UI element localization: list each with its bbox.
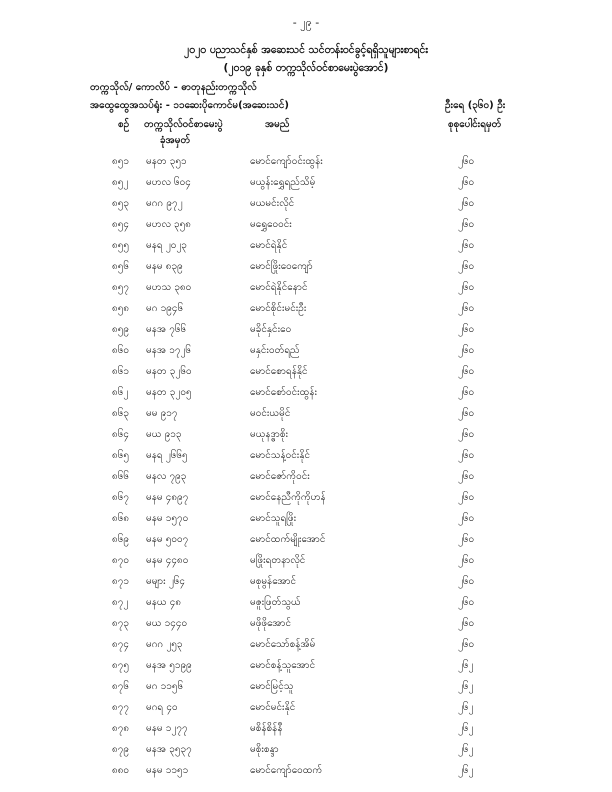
- total-mark: ၂၆၀: [458, 177, 475, 188]
- headcount-label: ဦးရေ (၃၆၀) ဦး: [445, 100, 506, 111]
- roll-number: မနအ ၁၇၂၆: [146, 345, 192, 356]
- row-number: ၈၅၉: [112, 324, 129, 335]
- row-number: ၈၇၁: [112, 576, 129, 587]
- roll-number: မဂရ ၄၀: [146, 702, 178, 713]
- total-mark: ၂၆၀: [458, 387, 475, 398]
- roll-number: မနရ ၂၀၂၃: [146, 240, 187, 251]
- roll-number: မနမ ၁၂၇၇: [146, 723, 188, 734]
- student-name: မောင်သန့်ဝင်းနိုင်: [250, 450, 311, 461]
- student-name: မောင်စန့်သူအောင်: [250, 660, 316, 671]
- table-row: [0, 528, 612, 549]
- row-number: ၈၆၆: [112, 471, 129, 482]
- roll-number: မနမ ၁၁၅၁: [146, 765, 189, 776]
- roll-number: မနအ ၅၁၉၉: [146, 660, 192, 671]
- total-mark: ၂၆၀: [458, 219, 475, 230]
- total-mark: ၂၆၀: [458, 492, 475, 503]
- total-mark: ၂၆၂: [458, 744, 474, 755]
- roll-number: မနယ ၄၈: [146, 597, 182, 608]
- total-mark: ၂၆၀: [458, 324, 475, 335]
- table-row: [0, 318, 612, 339]
- total-mark: ၂၆၀: [458, 471, 475, 482]
- row-number: ၈၆၅: [112, 450, 129, 461]
- total-mark: ၂၆၀: [458, 198, 475, 209]
- roll-number: မယ ၉၁၃: [146, 429, 182, 440]
- roll-number: မဂ ၁၁၅၆: [146, 681, 184, 692]
- total-mark: ၂၆၀: [458, 555, 475, 566]
- table-row: [0, 402, 612, 423]
- row-number: ၈၇၀: [112, 555, 129, 566]
- student-name: မောင်သူရဖြိုး: [250, 513, 297, 524]
- row-number: ၈၅၄: [112, 219, 129, 230]
- row-number: ၈၈၀: [112, 765, 130, 776]
- total-mark: ၂၆၀: [458, 597, 475, 608]
- table-row: [0, 612, 612, 633]
- table-row: [0, 150, 612, 171]
- total-mark: ၂၆၂: [458, 765, 474, 776]
- total-mark: ၂၆၀: [458, 345, 475, 356]
- table-row: [0, 633, 612, 654]
- student-name: မယုနဒ္ဓာစိုး: [250, 429, 289, 440]
- table-row: [0, 759, 612, 780]
- roll-number: မနအ ၃၅၃၇: [146, 744, 192, 755]
- header-no: စဉ်: [118, 119, 130, 130]
- roll-number: မနမ ၅၀၀၇: [146, 534, 189, 545]
- row-number: ၈၅၇: [112, 282, 129, 293]
- table-row: [0, 381, 612, 402]
- total-mark: ၂၆၀: [458, 429, 475, 440]
- total-mark: ၂၆၀: [458, 156, 475, 167]
- student-name: မစိုးစန္ဒာ: [250, 744, 279, 755]
- roll-number: မယ ၁၄၄၀: [146, 618, 188, 629]
- table-row: [0, 192, 612, 213]
- table-row: [0, 465, 612, 486]
- student-name: မောင်နေညီကိုကိုပာန်: [250, 492, 326, 503]
- row-number: ၈၇၂: [112, 597, 129, 608]
- row-number: ၈၆၃: [112, 408, 129, 419]
- row-number: ၈၆၈: [112, 513, 130, 524]
- results-table: [0, 150, 612, 780]
- header-total: စုစုပေါင်းရမှတ်: [448, 119, 502, 130]
- document-subtitle: (၂၀၁၉ ခုနှစ် တက္ကသိုလ်ဝင်စာမေးပွဲအောင်): [223, 62, 389, 74]
- table-row: [0, 360, 612, 381]
- student-name: မစိန်စိန်နီ: [250, 723, 283, 734]
- row-number: ၈၇၉: [112, 744, 129, 755]
- student-name: မယွန်းရွှေရည်သိမ့်: [250, 177, 316, 188]
- table-row: [0, 696, 612, 717]
- student-name: မောင်ကျော်ဝေထက်: [250, 765, 323, 776]
- roll-number: မဂဂ ၂၅၃: [146, 639, 183, 650]
- roll-number: မဟသ ၃၈၀: [146, 282, 192, 293]
- row-number: ၈၇၅: [112, 660, 129, 671]
- roll-number: မများ ၂၆၄: [146, 576, 185, 587]
- table-row: [0, 444, 612, 465]
- header-roll-sub: ခုံအမှတ်: [160, 135, 191, 146]
- table-row: [0, 213, 612, 234]
- roll-number: မနအ ၇၆၆: [146, 324, 187, 335]
- student-name: မစုမွန်အောင်: [250, 576, 297, 587]
- roll-number: မနရ ၂၆၆၅: [146, 450, 188, 461]
- roll-number: မနမ ၈၃၉: [146, 261, 183, 272]
- table-row: [0, 297, 612, 318]
- row-number: ၈၆၂: [112, 387, 129, 398]
- row-number: ၈၅၃: [112, 198, 129, 209]
- student-name: မောင်မင်းနိုင်: [250, 702, 296, 713]
- row-number: ၈၆၄: [112, 429, 129, 440]
- roll-number: မနတ ၃၂၆၀: [146, 366, 192, 377]
- table-row: [0, 234, 612, 255]
- roll-number: မမ ၉၁၇: [146, 408, 178, 419]
- row-number: ၈၇၇: [112, 702, 129, 713]
- student-name: မောင်စော်ဝင်းထွန်း: [250, 387, 318, 398]
- table-row: [0, 507, 612, 528]
- student-name: မယမင်းလိုင်: [250, 198, 295, 209]
- table-row: [0, 717, 612, 738]
- roll-number: မနမ ၁၅၇၀: [146, 513, 189, 524]
- total-mark: ၂၆၀: [458, 261, 475, 272]
- row-number: ၈၆၉: [112, 534, 129, 545]
- header-name: အမည်: [265, 119, 290, 130]
- student-name: မဖိုဖိုအောင်: [250, 618, 292, 629]
- student-name: မောင်စိုင်းမင်းဦး: [250, 303, 307, 314]
- roll-number: မဟလ ၃၅၈: [146, 219, 192, 230]
- total-mark: ၂၆၀: [458, 366, 475, 377]
- roll-number: မဟလ ၆၀၄: [146, 177, 191, 188]
- total-mark: ၂၆၀: [458, 618, 475, 629]
- header-roll: တက္ကသိုလ်ဝင်စာမေးပွဲ: [144, 119, 223, 130]
- row-number: ၈၆၁: [112, 366, 129, 377]
- row-number: ၈၅၂: [112, 177, 129, 188]
- total-mark: ၂၆၀: [458, 576, 475, 587]
- table-row: [0, 486, 612, 507]
- row-number: ၈၇၄: [112, 639, 129, 650]
- student-name: မရွှေဝေဝင်း: [250, 219, 292, 230]
- student-name: မောင်သော်စန့်အိမ်: [250, 639, 316, 650]
- student-name: မနှင်းဝတ်ရည်: [250, 345, 300, 356]
- roll-number: မနမ ၄၄၈၀: [146, 555, 189, 566]
- total-mark: ၂၆၂: [458, 723, 474, 734]
- roll-number: မနလ ၇၉၃: [146, 471, 187, 482]
- student-name: မောင်ထက်မျိုးအောင်: [250, 534, 326, 545]
- document-title: ၂၀၂၀ ပညာသင်နှစ် အဆေးသင် သင်တန်းဝင်ခွင့်ရရှိသူများစာရင်း: [184, 44, 428, 56]
- student-name: မောင်မြင့်သူ: [250, 681, 294, 692]
- total-mark: ၂၆၀: [458, 534, 475, 545]
- table-row: [0, 423, 612, 444]
- row-number: ၈၇၆: [112, 681, 129, 692]
- table-row: [0, 276, 612, 297]
- row-number: ၈၅၁: [112, 156, 129, 167]
- table-row: [0, 675, 612, 696]
- total-mark: ၂၆၀: [458, 282, 475, 293]
- student-name: မဇူးဖြတ်သွယ်: [250, 597, 301, 608]
- row-number: ၈၇၈: [112, 723, 130, 734]
- row-number: ၈၆၀: [112, 345, 129, 356]
- total-mark: ၂၆၂: [458, 681, 474, 692]
- row-number: ၈၅၅: [112, 240, 129, 251]
- roll-number: မနမ ၄၈၉၇: [146, 492, 189, 503]
- student-name: မဝင်းယမိုင်: [250, 408, 291, 419]
- table-row: [0, 570, 612, 591]
- table-row: [0, 339, 612, 360]
- student-name: မောင်စောရန်နိုင်: [250, 366, 308, 377]
- row-number: ၈၅၆: [112, 261, 129, 272]
- total-mark: ၂၆၀: [458, 408, 475, 419]
- district-line: အထွေထွေအသပ်ရုံး - ၁၁ဆေးပိုကောင်မ(အဆေးသင်): [90, 100, 289, 111]
- student-name: မခိုင်နှင်းဝေ: [250, 324, 292, 335]
- total-mark: ၂၆၀: [458, 303, 475, 314]
- student-name: မောင်ဇော်ကိုဝင်း: [250, 471, 310, 482]
- row-number: ၈၆၇: [112, 492, 129, 503]
- total-mark: ၂၆၀: [458, 240, 475, 251]
- total-mark: ၂၆၀: [458, 639, 475, 650]
- table-row: [0, 255, 612, 276]
- student-name: မောင်ကျော်ဝင်းထွန်း: [250, 156, 323, 167]
- total-mark: ၂၆၂: [458, 702, 474, 713]
- table-row: [0, 738, 612, 759]
- student-name: မောင်ဖြိုးဝေကျော်: [250, 261, 313, 272]
- student-name: မဖြိုးရတနာလိုင်: [250, 555, 306, 566]
- total-mark: ၂၆၀: [458, 450, 475, 461]
- total-mark: ၂၆၂: [458, 660, 474, 671]
- roll-number: မနတ ၃၂၀၅: [146, 387, 192, 398]
- table-row: [0, 171, 612, 192]
- student-name: မောင်ရဲနိုင်: [250, 240, 288, 251]
- table-row: [0, 549, 612, 570]
- roll-number: မဂဂ ၉၇၂: [146, 198, 183, 209]
- page-number: - ၂၉ -: [292, 16, 320, 29]
- roll-number: မဂ ၁၉၄၆: [146, 303, 184, 314]
- row-number: ၈၇၃: [112, 618, 129, 629]
- table-row: [0, 591, 612, 612]
- roll-number: မနတ ၃၅၁: [146, 156, 187, 167]
- total-mark: ၂၆၀: [458, 513, 475, 524]
- table-row: [0, 654, 612, 675]
- student-name: မောင်ရဲနိုင်နောင်: [250, 282, 308, 293]
- university-line: တက္ကသိုလ်/ ကောလိပ် - ဓာတုနည်းတက္ကသိုလ်: [90, 82, 257, 93]
- row-number: ၈၅၈: [112, 303, 130, 314]
